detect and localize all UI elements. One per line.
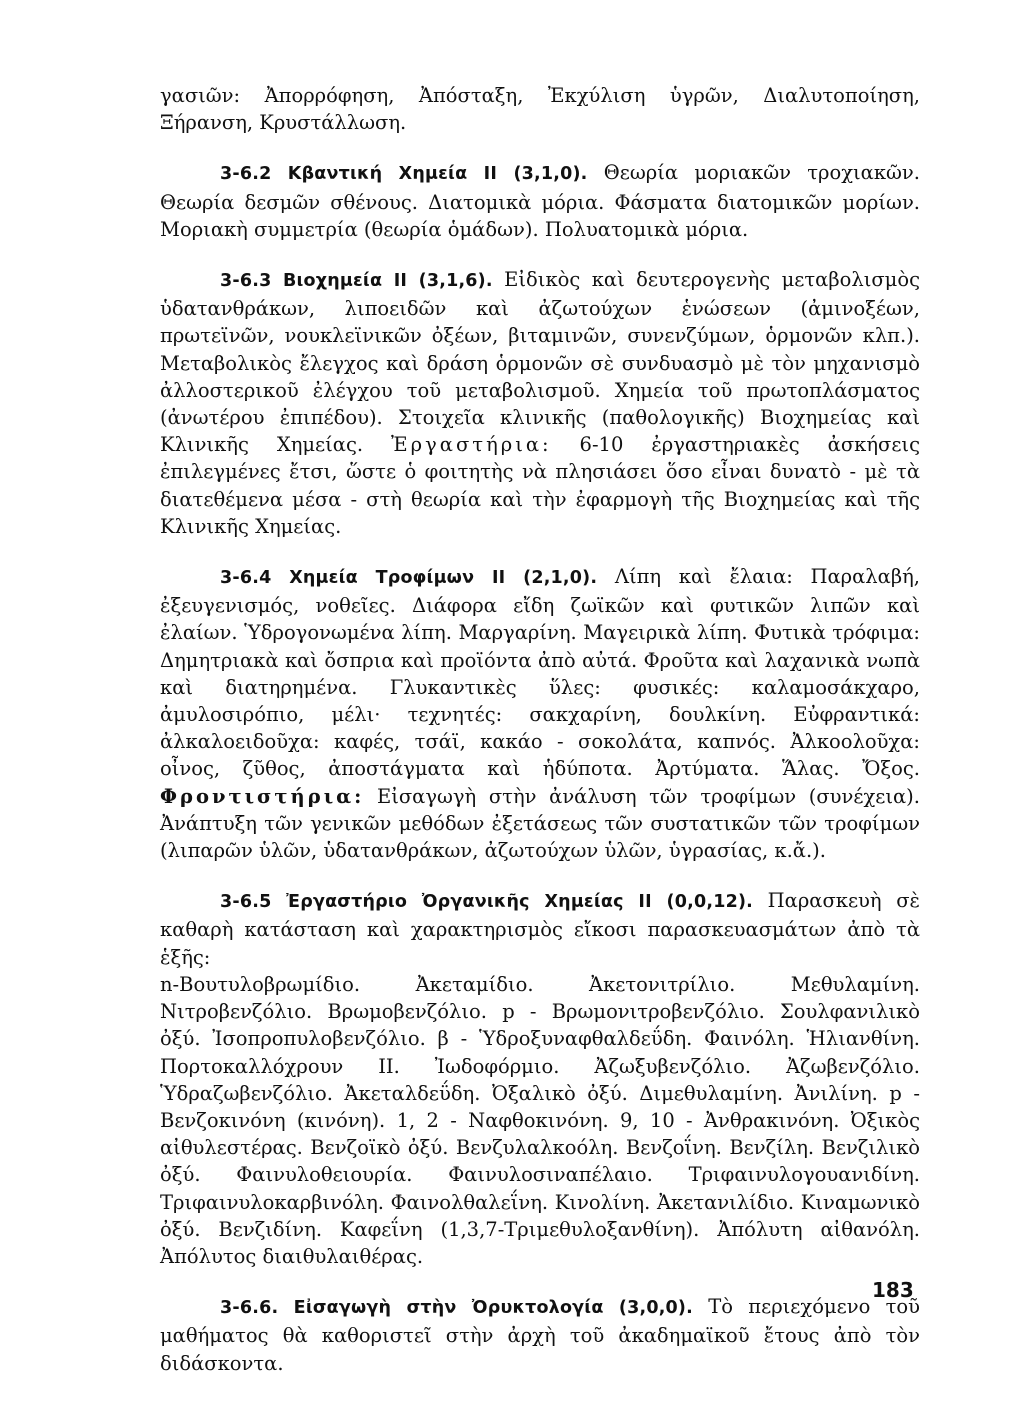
section-body-text: Εἰσαγωγὴ στὴν ἀνάλυση τῶν τροφίμων (συνέχεια). Ἀνάπτυξη τῶν γενικῶν μεθόδων ἐξετάσεως τῶν συστατικῶν τῶν τροφίμων (λιπαρῶν ὑλῶν, ὑδατανθράκων, ἀζωτούχων ὑλῶν, ὑγρασίας, κ.ἄ.). (160, 784, 920, 863)
section-body-text: Τὸ περιεχόμενο τοῦ μαθήματος θὰ καθοριστεῖ στὴν ἀρχὴ τοῦ ἀκαδημαϊκοῦ ἔτους ἀπὸ τὸν διδάσκοντα. (160, 1295, 920, 1375)
section-body-text: 6-10 ἐργαστηριακὲς ἀσκήσεις ἐπιλεγμένες ἔτσι, ὥστε ὁ φοιτητὴς νὰ πλησιάσει ὅσο εἶναι δυνατὸ - μὲ τὰ διατεθέμενα μέσα - στὴ θεωρία καὶ τὴν ἐφαρμογὴ τῆς Βιοχημείας καὶ τῆς Κλινικῆς Χημείας. (160, 433, 920, 538)
section-paragraph (160, 1293, 920, 1377)
section-body-text: Εἰδικὸς καὶ δευτερογενὴς μεταβολισμὸς ὑδατανθράκων, λιποειδῶν καὶ ἀζωτούχων ἑνώσεων (ἀμινοξέων, πρωτεϊνῶν, νουκλεϊνικῶν ὀξέων, βιταμινῶν, συνενζύμων, ὁρμονῶν κλπ.). Μεταβολικὸς ἔλεγχος καὶ δράση ὁρμονῶν σὲ συνδυασμὸ μὲ τὸν μηχανισμὸ ἀλλοστερικοῦ ἐλέγχου τοῦ μεταβολισμοῦ. Χημεία τοῦ πρωτοπλάσματος (ἀνωτέρου ἐπιπέδου). Στοιχεῖα κλινικῆς (παθολογικῆς) Βιοχημείας καὶ Κλινικῆς Χημείας. (160, 268, 921, 457)
section-body-text: Θεωρία μοριακῶν τροχιακῶν. Θεωρία δεσμῶν σθένους. Διατομικὰ μόρια. Φάσματα διατομικῶν μορίων. Μοριακὴ συμμετρία (θεωρία ὁμάδων). Πολυατομικὰ μόρια. (160, 161, 920, 241)
section-body-text: Λίπη καὶ ἔλαια: Παραλαβή, ἐξευγενισμός, νοθεῖες. Διάφορα εἴδη ζωϊκῶν καὶ φυτικῶν λιπῶν καὶ ἐλαίων. Ὑδρογονωμένα λίπη. Μαργαρίνη. Μαγειρικὰ λίπη. Φυτικὰ τρόφιμα: Δημητριακὰ καὶ ὄσπρια καὶ προϊόντα ἀπὸ αὐτά. Φροῦτα καὶ λαχανικὰ νωπὰ καὶ διατηρημένα. Γλυκαντικὲς ὕλες: φυσικές: καλαμοσάκχαρο, ἀμυλοσιρόπιο, μέλι· τεχνητές: σακχαρίνη, δουλκίνη. Εὐφραντικά: ἀλκαλοειδοῦχα: καφές, τσάϊ, κακάο - σοκολάτα, καπνός. Ἀλκοολοῦχα: οἶνος, ζῦθος, ἀποστάγματα καὶ ἡδύποτα. Ἀρτύματα. Ἅλας. Ὄξος. (160, 565, 920, 781)
section-paragraph (160, 887, 920, 971)
document-page (160, 82, 920, 1377)
intro-paragraph: γασιῶν: Ἀπορρόφηση, Ἀπόσταξη, Ἐκχύλιση ὑγρῶν, Διαλυτοποίηση, Ξήρανση, Κρυστάλλωση. (160, 84, 920, 135)
spaced-label: Ἐργαστήρια: (391, 433, 552, 457)
spaced-label: Φροντιστήρια: (160, 784, 365, 808)
sections-container (160, 159, 920, 1376)
section-heading: 3-6.2 Κβαντική Χημεία II (3,1,0). (220, 164, 588, 185)
section-heading: 3-6.6. Εἰσαγωγὴ στὴν Ὀρυκτολογία (3,0,0). (220, 1298, 693, 1319)
section-heading: 3-6.3 Βιοχημεία II (3,1,6). (220, 271, 493, 292)
section-heading: 3-6.5 Ἐργαστήριο Ὀργανικῆς Χημείας II (0,0,12). (220, 892, 753, 913)
section-body-text: Παρασκευὴ σὲ καθαρὴ κατάσταση καὶ χαρακτηρισμὸς εἴκοσι παρασκευασμάτων ἀπὸ τὰ ἑξῆς: (160, 889, 920, 969)
section-paragraph (160, 159, 920, 243)
section-paragraph (160, 266, 920, 540)
section-paragraph (160, 563, 920, 864)
page-number: 183 (872, 1278, 914, 1302)
section-heading: 3-6.4 Χημεία Τροφίμων II (2,1,0). (220, 568, 598, 589)
compound-list: n-Βουτυλοβρωμίδιο. Ἀκεταμίδιο. Ἀκετονιτρίλιο. Μεθυλαμίνη. Νιτροβενζόλιο. Βρωμοβενζόλιο. p - Βρωμονιτροβενζόλιο. Σουλφανιλικὸ ὀξύ. Ἰσοπροπυλοβενζόλιο. β - Ὑδροξυναφθαλδεΰδη. Φαινόλη. Ἡλιανθίνη. Πορτοκαλλόχρουν II. Ἰωδοφόρμιο. Ἀζωξυβενζόλιο. Ἀζωβενζόλιο. Ὑδραζωβενζόλιο. Ἀκεταλδεΰδη. Ὀξαλικὸ ὀξύ. Διμεθυλαμίνη. Ἀνιλίνη. p - Βενζοκινόνη (κινόνη). 1, 2 - Ναφθοκινόνη. 9, 10 - Ἀνθρακινόνη. Ὀξικὸς αἰθυλεστέρας. Βενζοϊκὸ ὀξύ. Βενζυλαλκοόλη. Βενζοΐνη. Βενζίλη. Βενζιλικὸ ὀξύ. Φαινυλοθειουρία. Φαινυλοσιναπέλαιο. Τριφαινυλογουανιδίνη. Τριφαινυλοκαρβινόλη. Φαινολθαλεΐνη. Κινολίνη. Ἀκετανιλίδιο. Κιναμωνικὸ ὀξύ. Βενζιδίνη. Καφεΐνη (1,3,7-Τριμεθυλοξανθίνη). Ἀπόλυτη αἰθανόλη. Ἀπόλυτος διαιθυλαιθέρας. (160, 972, 920, 1268)
